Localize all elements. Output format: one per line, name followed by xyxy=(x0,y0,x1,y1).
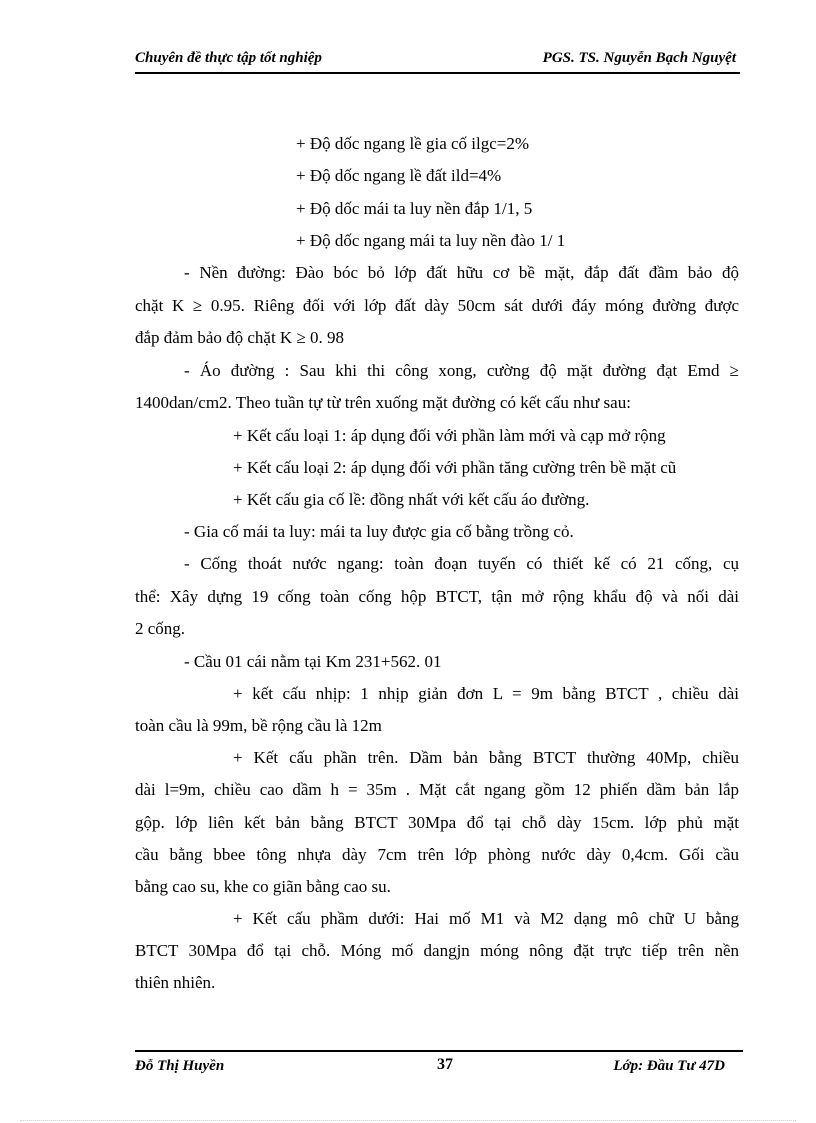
page-header xyxy=(135,46,740,74)
text-line: - Nền đường: Đào bóc bỏ lớp đất hữu cơ bề mặt, đắp đất đầm bảo độ xyxy=(184,263,739,282)
header-supervisor: PGS. TS. Nguyễn Bạch Nguyệt xyxy=(542,50,736,66)
text-line: đắp đảm bảo độ chặt K ≥ 0. 98 xyxy=(135,328,345,347)
text-line: chặt K ≥ 0.95. Riêng đối với lớp đất dày 50cm sát dưới đáy móng đường được xyxy=(135,296,739,315)
text-line: + Độ dốc ngang mái ta luy nền đào 1/ 1 xyxy=(296,231,566,250)
footer-author: Đỗ Thị Huyền xyxy=(135,1058,225,1074)
text-line: thiên nhiên. xyxy=(135,973,216,992)
text-line: + Kết cấu loại 1: áp dụng đối với phần làm mới và cạp mở rộng xyxy=(233,426,666,445)
text-line: + Kết cấu gia cố lề: đồng nhất với kết cấu áo đường. xyxy=(233,490,590,509)
text-line: - Áo đường : Sau khi thi công xong, cường độ mặt đường đạt Emd ≥ xyxy=(184,361,739,380)
text-line: + Độ dốc ngang lề đất ild=4% xyxy=(296,166,502,185)
text-line: thể: Xây dựng 19 cống toàn cống hộp BTCT, tận mở rộng khẩu độ và nối dài xyxy=(135,587,739,606)
text-line: BTCT 30Mpa đổ tại chỗ. Móng mố dangjn móng nông đặt trực tiếp trên nền xyxy=(135,941,739,960)
text-line: + Độ dốc mái ta luy nền đắp 1/1, 5 xyxy=(296,199,533,218)
text-line: - Cống thoát nước ngang: toàn đoạn tuyến có thiết kế có 21 cống, cụ xyxy=(184,554,739,573)
text-line: bằng cao su, khe co giãn bằng cao su. xyxy=(135,877,391,896)
text-line: toàn cầu là 99m, bề rộng cầu là 12m xyxy=(135,716,382,735)
text-line: + Độ dốc ngang lề gia cố ilgc=2% xyxy=(296,134,530,153)
text-line: + Kết cấu phần trên. Dầm bản bằng BTCT thường 40Mp, chiều xyxy=(233,748,739,767)
text-line: + Kết cấu loại 2: áp dụng đối với phần tăng cường trên bề mặt cũ xyxy=(233,458,677,477)
text-line: dài l=9m, chiều cao dầm h = 35m . Mặt cắt ngang gồm 12 phiến dầm bản lắp xyxy=(135,780,739,799)
page-break-divider xyxy=(20,1120,796,1121)
text-line: + Kết cấu phầm dưới: Hai mố M1 và M2 dạng mô chữ U bằng xyxy=(233,909,739,928)
page-number: 37 xyxy=(437,1056,453,1073)
text-line: - Gia cố mái ta luy: mái ta luy được gia cố bằng trồng cỏ. xyxy=(184,522,574,541)
page-footer xyxy=(135,1050,743,1082)
text-line: 1400dan/cm2. Theo tuần tự từ trên xuống mặt đường có kết cấu như sau: xyxy=(135,393,631,412)
text-line: 2 cống. xyxy=(135,619,186,638)
text-line: cầu bằng bbee tông nhựa dày 7cm trên lớp phòng nước dày 0,4cm. Gối cầu xyxy=(135,845,739,864)
footer-class: Lớp: Đầu Tư 47D xyxy=(613,1058,725,1074)
text-line: - Cầu 01 cái nằm tại Km 231+562. 01 xyxy=(184,652,442,671)
header-title: Chuyên đề thực tập tốt nghiệp xyxy=(135,50,322,66)
text-line: gộp. lớp liên kết bản bằng BTCT 30Mpa đổ tại chỗ dày 15cm. lớp phủ mặt xyxy=(135,813,739,832)
text-line: + kết cấu nhịp: 1 nhịp giản đơn L = 9m bằng BTCT , chiều dài xyxy=(233,684,739,703)
